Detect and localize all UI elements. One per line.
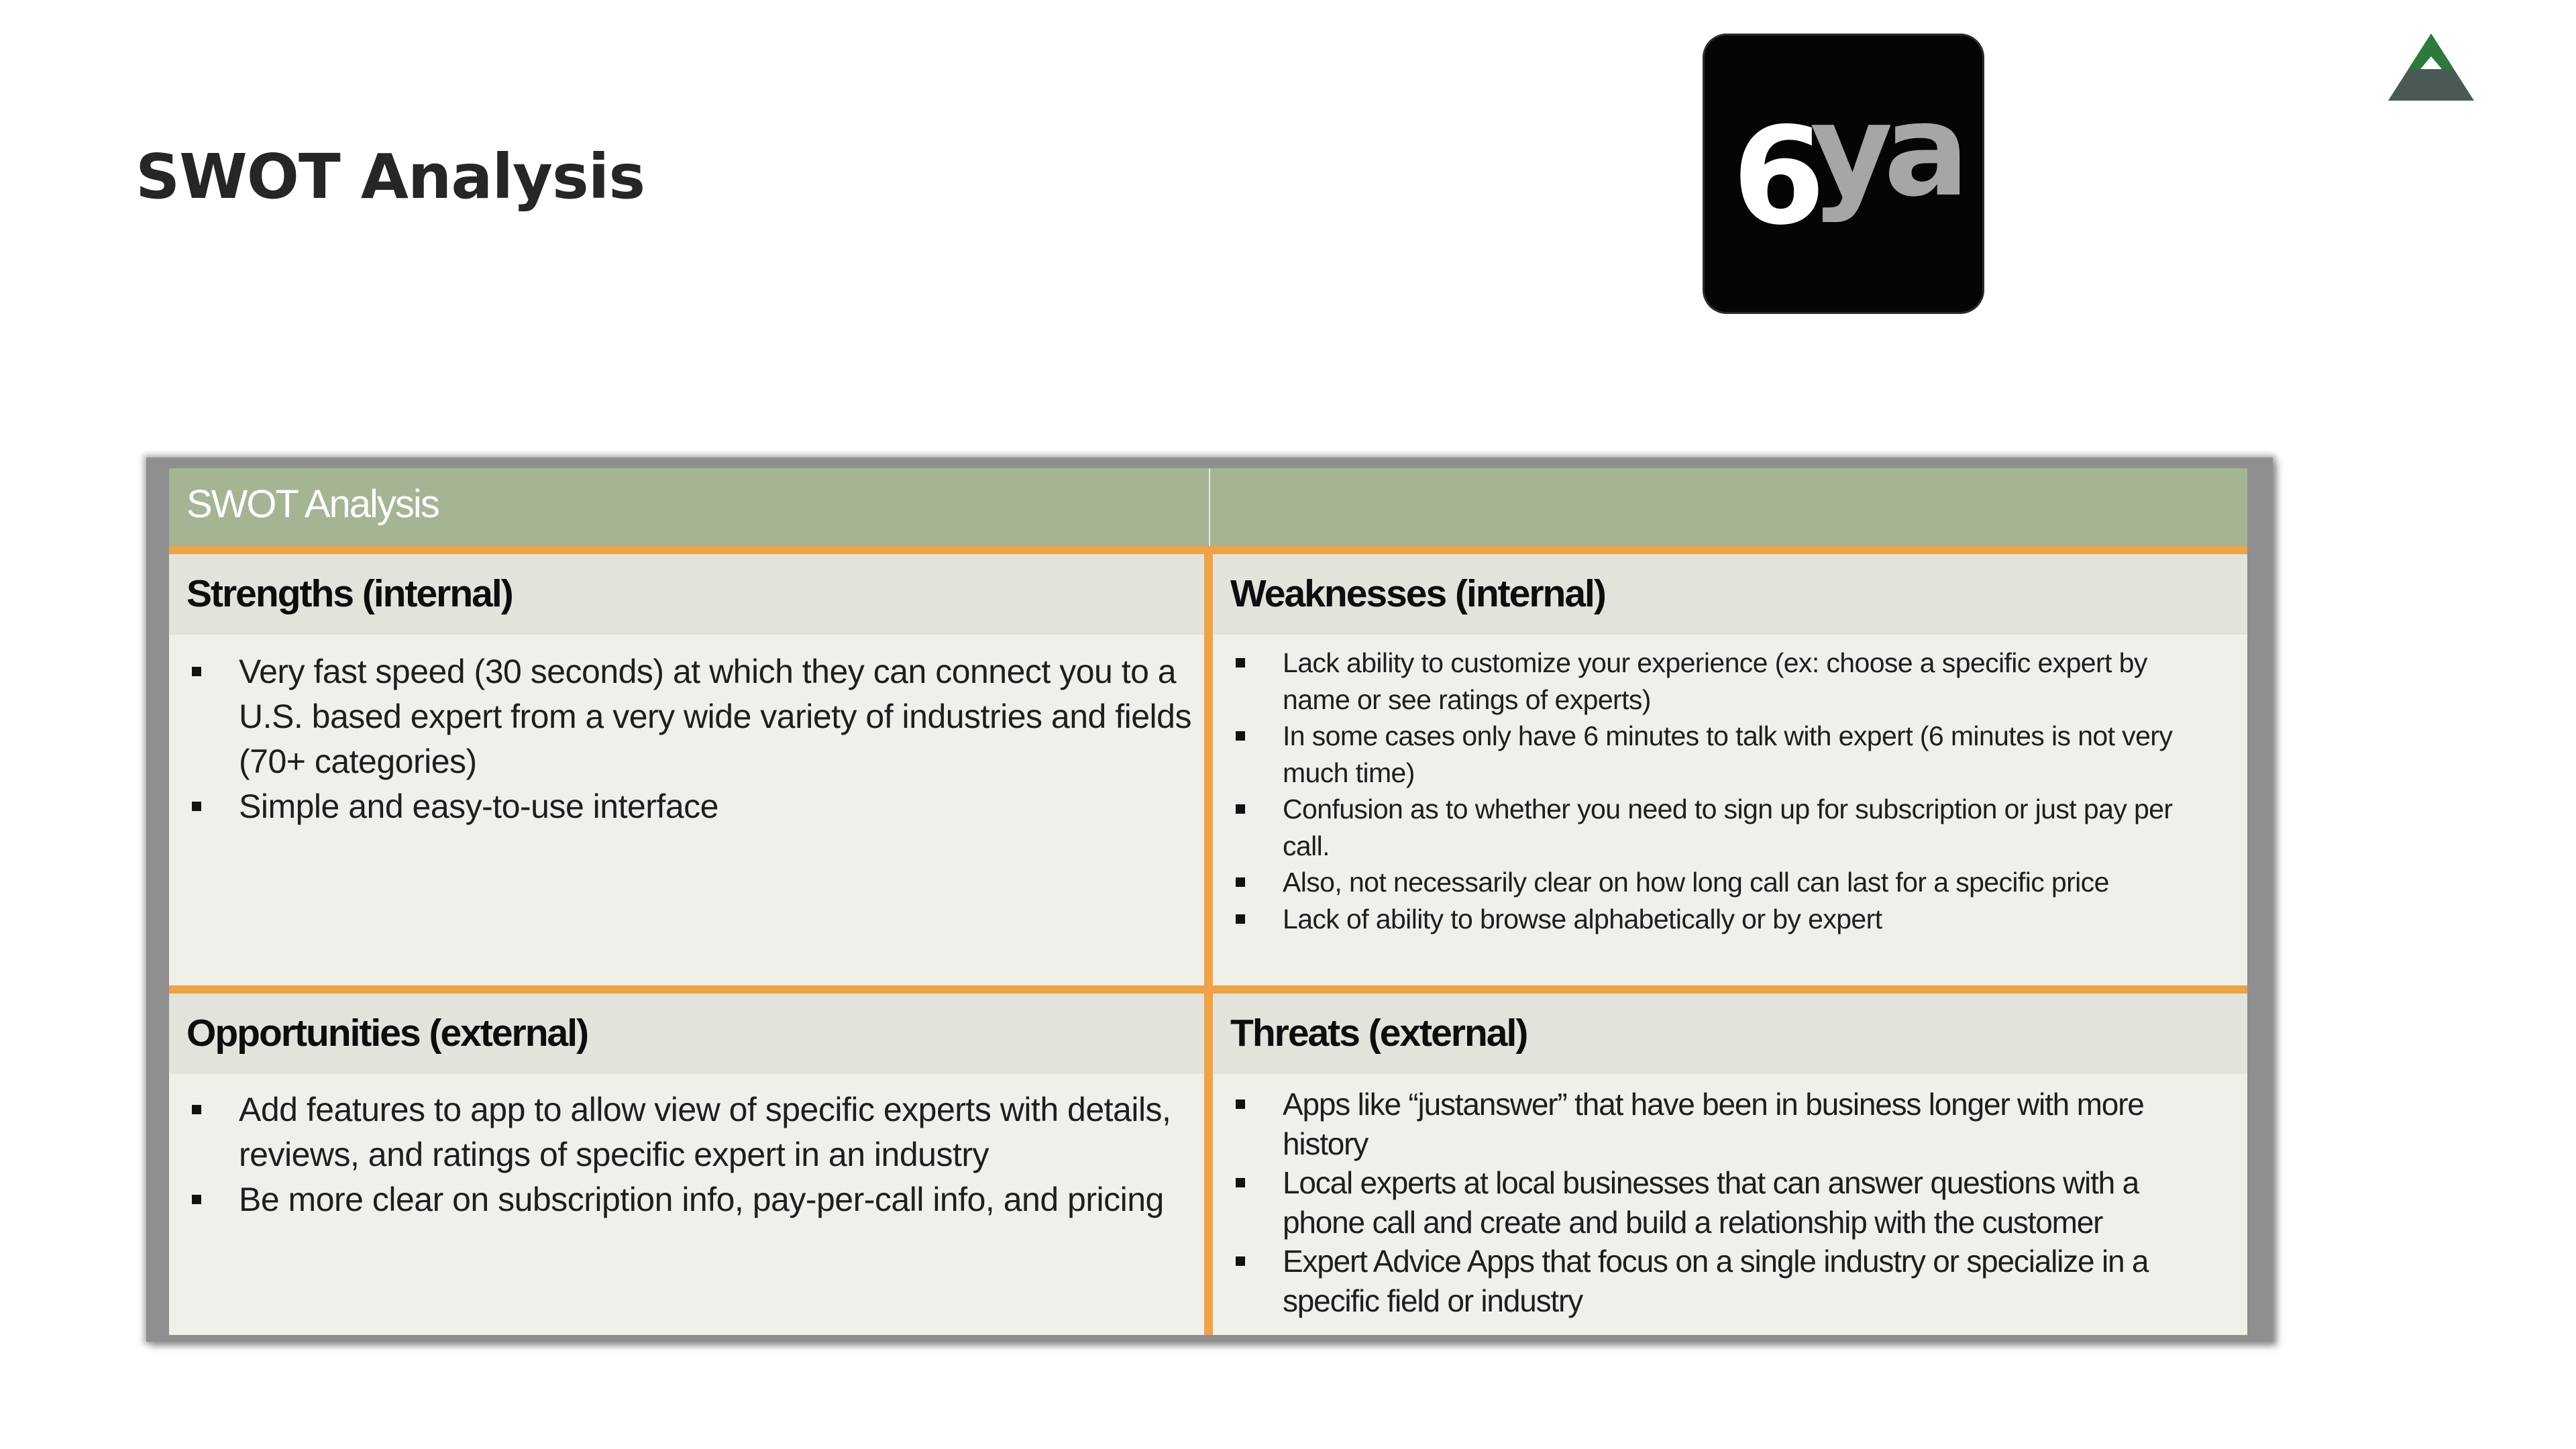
list-item: Be more clear on subscription info, pay-per-call info, and pricing: [169, 1177, 1197, 1222]
weaknesses-body: [1213, 635, 2247, 985]
list-item: Confusion as to whether you need to sign up for subscription or just pay per call.: [1213, 791, 2220, 864]
mountain-peak-icon: [2387, 32, 2475, 103]
divider-vertical-bottom: [1204, 994, 1213, 1335]
6ya-app-logo-icon: [1703, 34, 1984, 314]
list-item: Lack ability to customize your experience (ex: choose a specific expert by name or see ratings of experts): [1213, 645, 2220, 718]
opportunities-body: [169, 1074, 1204, 1335]
list-item: Lack of ability to browse alphabetically or by expert: [1213, 901, 2220, 938]
list-item: Also, not necessarily clear on how long call can last for a specific price: [1213, 864, 2220, 901]
divider-top: [169, 546, 2247, 554]
list-item: Add features to app to allow view of specific experts with details, reviews, and ratings of specific expert in an industry: [169, 1087, 1197, 1177]
strengths-title: Strengths (internal): [186, 572, 513, 615]
threats-header: [1213, 994, 2247, 1074]
brand-mark: [2387, 32, 2475, 103]
opportunities-header: [169, 994, 1204, 1074]
divider-middle: [169, 985, 2247, 994]
swot-header-cell-left: [169, 468, 1206, 546]
swot-header-row: [169, 468, 2247, 546]
threats-body: [1213, 1074, 2247, 1335]
app-logo: [1703, 34, 1984, 314]
strengths-header: [169, 554, 1204, 635]
list-item: Expert Advice Apps that focus on a single industry or specialize in a specific field or industry: [1213, 1242, 2220, 1320]
list-item: Apps like “justanswer” that have been in business longer with more history: [1213, 1085, 2220, 1163]
list-item: In some cases only have 6 minutes to talk with expert (6 minutes is not very much time): [1213, 718, 2220, 791]
swot-table-frame: [146, 458, 2273, 1342]
slide-title: SWOT Analysis: [136, 141, 645, 213]
svg-text:6: 6: [1732, 99, 1826, 255]
opportunities-title: Opportunities (external): [186, 1012, 588, 1055]
list-item: Very fast speed (30 seconds) at which they can connect you to a U.S. based expert from a very wide variety of industries and fields (70+ categories): [169, 649, 1195, 784]
divider-vertical-top: [1204, 554, 1213, 985]
svg-text:ya: ya: [1810, 76, 1961, 225]
strengths-body: [169, 635, 1204, 985]
swot-header-title: SWOT Analysis: [186, 482, 439, 526]
weaknesses-header: [1213, 554, 2247, 635]
swot-header-cell-right: [1209, 468, 2249, 546]
weaknesses-title: Weaknesses (internal): [1230, 572, 1605, 615]
swot-table: [169, 468, 2247, 1335]
list-item: Local experts at local businesses that can answer questions with a phone call and create and build a relationship with the customer: [1213, 1163, 2220, 1242]
threats-title: Threats (external): [1230, 1012, 1527, 1055]
list-item: Simple and easy-to-use interface: [169, 784, 1195, 829]
